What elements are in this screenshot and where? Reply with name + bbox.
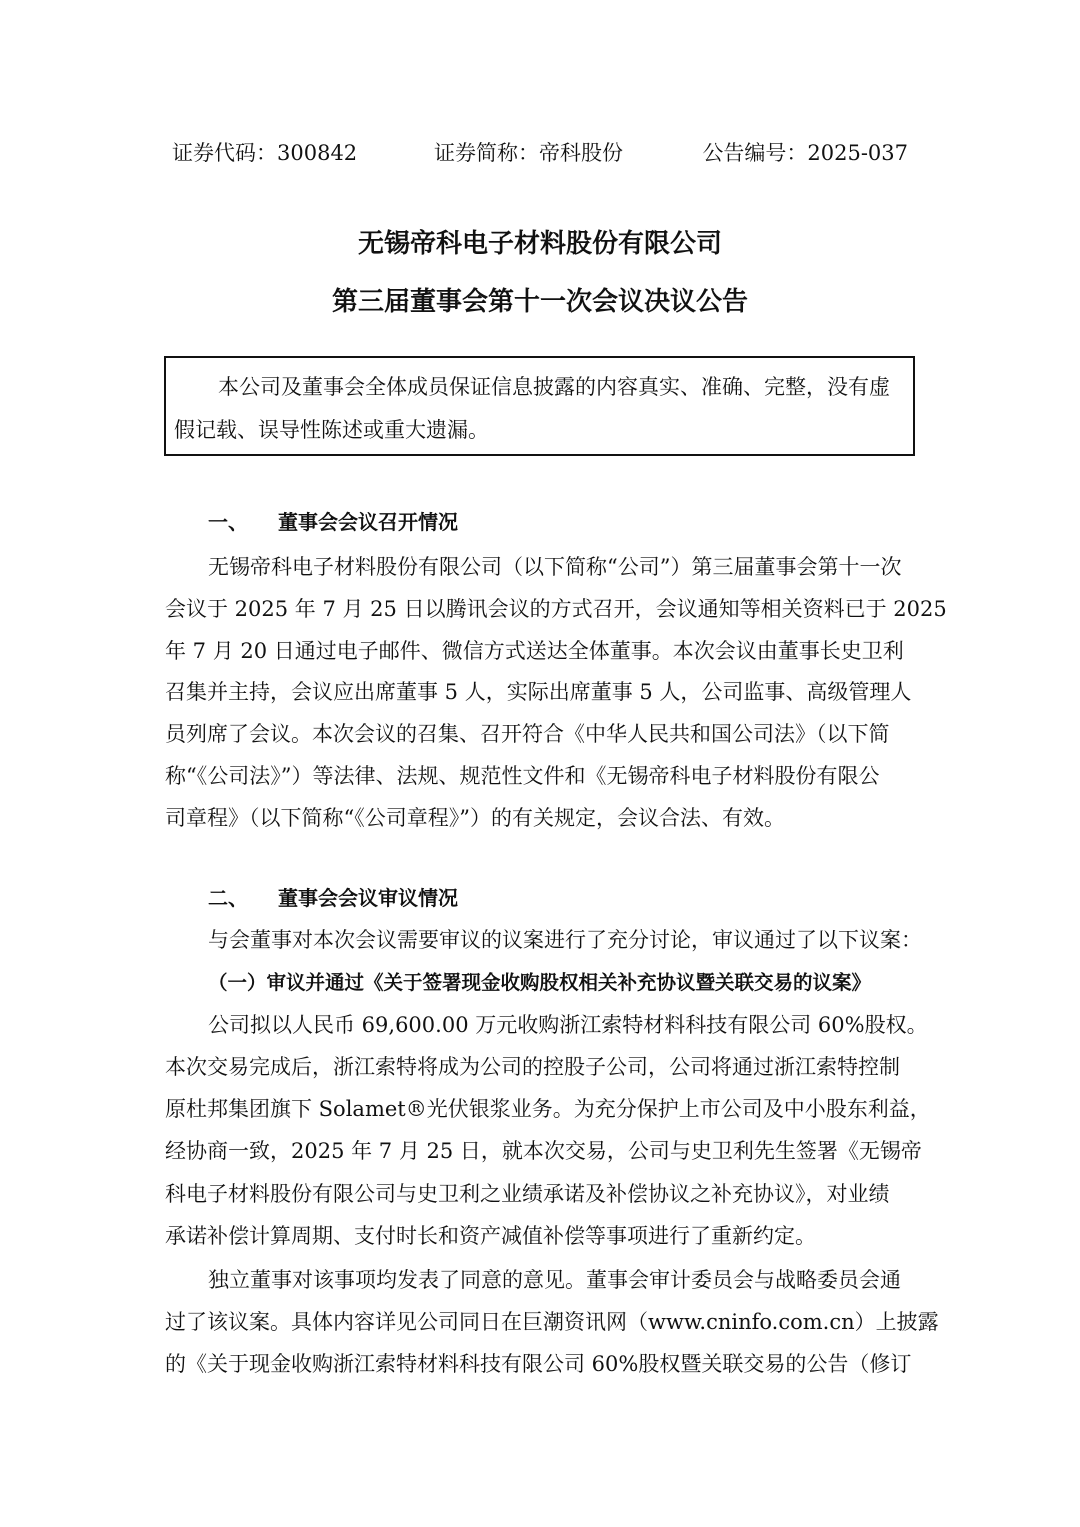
announcement-number: 公告编号：2025-037 <box>702 141 908 165</box>
security-name: 证券简称：帝科股份 <box>434 141 623 165</box>
paragraph-line: 原杜邦集团旗下 Solamet®光伏银浆业务。为充分保护上市公司及中小股东利益， <box>165 1097 931 1121</box>
paragraph-line: 经协商一致，2025 年 7 月 25 日，就本次交易，公司与史卫利先生签署《无锡帝 <box>165 1139 922 1163</box>
section-number: 一、 <box>208 510 248 534</box>
paragraph-line: 的《关于现金收购浙江索特材料科技有限公司 60%股权暨关联交易的公告（修订 <box>165 1352 912 1376</box>
paragraph-line: 过了该议案。具体内容详见公司同日在巨潮资讯网（www.cninfo.com.cn）上披露 <box>165 1310 939 1334</box>
motion-title: （一）审议并通过《关于签署现金收购股权相关补充协议暨关联交易的议案》 <box>208 971 872 994</box>
paragraph-line: 称“《公司法》”）等法律、法规、规范性文件和《无锡帝科电子材料股份有限公 <box>165 764 880 788</box>
paragraph-line: 承诺补偿计算周期、支付时长和资产减值补偿等事项进行了重新约定。 <box>165 1224 816 1248</box>
paragraph-line: 科电子材料股份有限公司与史卫利之业绩承诺及补偿协议之补充协议》，对业绩 <box>165 1182 890 1206</box>
document-header <box>172 138 912 168</box>
paragraph-line: 司章程》（以下简称“《公司章程》”）的有关规定，会议合法、有效。 <box>165 806 785 830</box>
paragraph-line: 员列席了会议。本次会议的召集、召开符合《中华人民共和国公司法》（以下简 <box>165 722 890 746</box>
section-number: 二、 <box>208 886 248 910</box>
disclaimer-line: 本公司及董事会全体成员保证信息披露的内容真实、准确、完整，没有虚 <box>218 375 890 399</box>
paragraph-line: 与会董事对本次会议需要审议的议案进行了充分讨论，审议通过了以下议案： <box>208 928 922 952</box>
announcement-title: 第三届董事会第十一次会议决议公告 <box>331 287 748 317</box>
paragraph-line: 本次交易完成后，浙江索特将成为公司的控股子公司，公司将通过浙江索特控制 <box>165 1055 900 1079</box>
company-title: 无锡帝科电子材料股份有限公司 <box>357 229 722 259</box>
section-title: 董事会会议审议情况 <box>278 886 458 910</box>
paragraph-line: 独立董事对该事项均发表了同意的意见。董事会审计委员会与战略委员会通 <box>208 1268 901 1292</box>
security-code: 证券代码：300842 <box>172 141 358 165</box>
section-title: 董事会会议召开情况 <box>278 510 458 534</box>
paragraph-line: 会议于 2025 年 7 月 25 日以腾讯会议的方式召开，会议通知等相关资料已于 2025 <box>165 597 947 621</box>
paragraph-line: 无锡帝科电子材料股份有限公司（以下简称“公司”）第三届董事会第十一次 <box>208 555 902 579</box>
paragraph-line: 年 7 月 20 日通过电子邮件、微信方式送达全体董事。本次会议由董事长史卫利 <box>165 639 904 663</box>
disclaimer-box <box>164 356 915 456</box>
paragraph-line: 公司拟以人民币 69,600.00 万元收购浙江索特材料科技有限公司 60%股权。 <box>208 1013 928 1037</box>
disclaimer-line: 假记载、误导性陈述或重大遗漏。 <box>174 418 489 442</box>
paragraph-line: 召集并主持，会议应出席董事 5 人，实际出席董事 5 人，公司监事、高级管理人 <box>165 680 912 704</box>
